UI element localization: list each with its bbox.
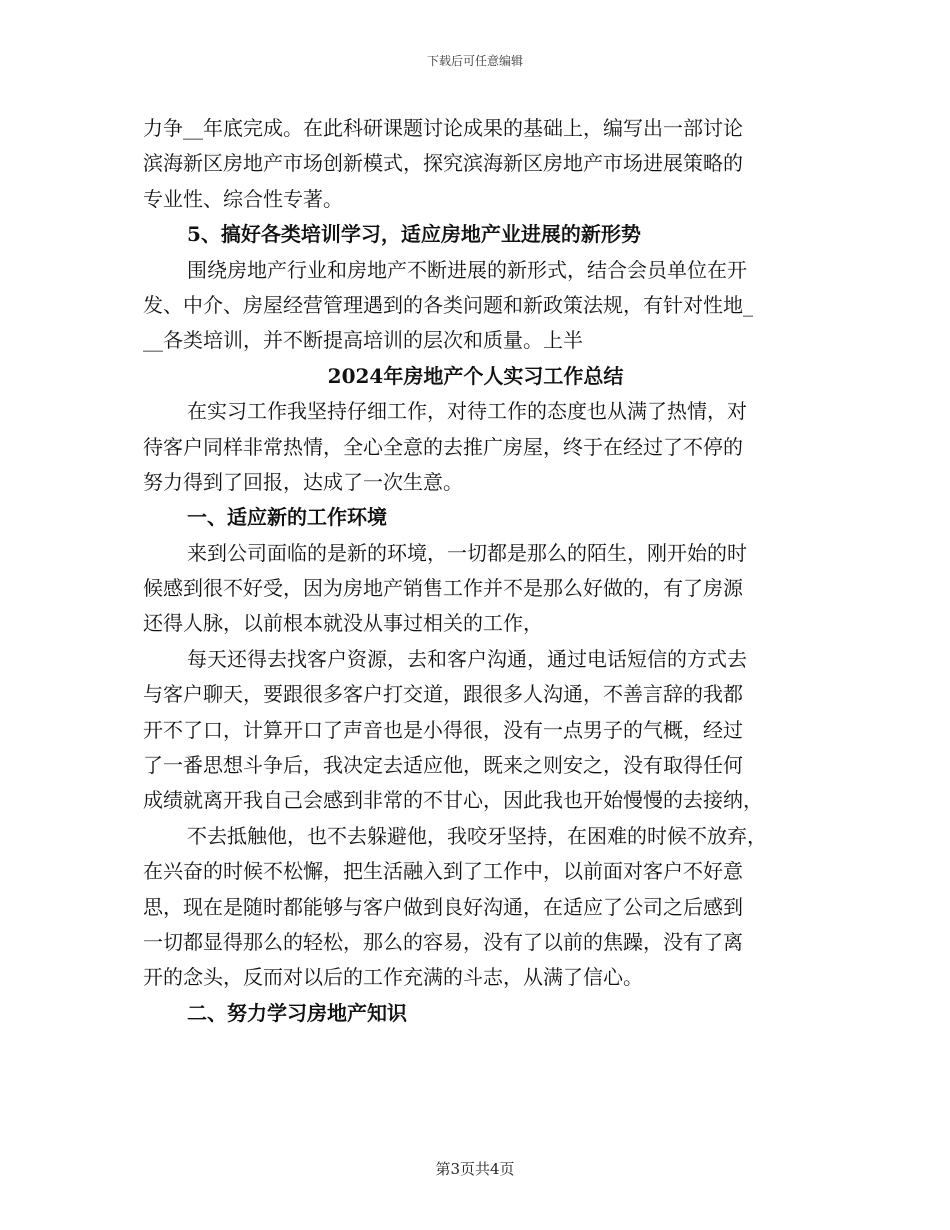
body-line: 力争__年底完成。在此科研课题讨论成果的基础上，编写出一部讨论	[143, 116, 743, 140]
body-line: 专业性、综合性专著。	[143, 186, 343, 211]
body-line: 成绩就离开我自己会感到非常的不甘心，因此我也开始慢慢的去接纳，	[143, 788, 763, 813]
body-line: 努力得到了回报，达成了一次生意。	[143, 469, 463, 494]
body-line: 滨海新区房地产市场创新模式，探究滨海新区房地产市场进展策略的	[143, 151, 743, 176]
body-line: 候感到很不好受，因为房地产销售工作并不是那么好做的，有了房源	[143, 576, 743, 601]
body-line: 开的念头，反而对以后的工作充满的斗志，从满了信心。	[143, 965, 643, 990]
section-heading: 5、搞好各类培训学习，适应房地产业进展的新形势	[187, 222, 641, 247]
body-line: 一切都显得那么的轻松，那么的容易，没有了以前的焦躁，没有了离	[143, 929, 743, 954]
body-line: 在实习工作我坚持仔细工作，对待工作的态度也从满了热情，对	[187, 399, 747, 424]
page-footer: 第3页共4页	[435, 1160, 515, 1178]
body-line: 在兴奋的时候不松懈，把生活融入到了工作中，以前面对客户不好意	[143, 859, 743, 884]
body-line: __各类培训，并不断提高培训的层次和质量。上半	[143, 328, 583, 353]
body-line: 每天还得去找客户资源，去和客户沟通，通过电话短信的方式去	[187, 646, 747, 671]
section-heading: 一、适应新的工作环境	[187, 505, 387, 530]
page-header: 下载后可任意编辑	[426, 54, 523, 68]
body-line: 围绕房地产行业和房地产不断进展的新形式，结合会员单位在开	[187, 257, 747, 282]
body-line: 思，现在是随时都能够与客户做到良好沟通，在适应了公司之后感到	[143, 894, 743, 919]
document-title: 2024年房地产个人实习工作总结	[327, 363, 624, 388]
body-line: 来到公司面临的是新的环境，一切都是那么的陌生，刚开始的时	[187, 540, 747, 565]
document-body	[143, 111, 808, 1031]
body-line: 还得人脉，以前根本就没从事过相关的工作，	[143, 611, 543, 636]
body-line: 发、中介、房屋经营管理遇到的各类问题和新政策法规，有针对性地_	[143, 292, 753, 317]
section-heading: 二、努力学习房地产知识	[187, 1000, 407, 1025]
body-line: 开不了口，计算开口了声音也是小得很，没有一点男子的气概，经过	[143, 717, 743, 742]
body-line: 与客户聊天，要跟很多客户打交道，跟很多人沟通，不善言辞的我都	[143, 682, 743, 707]
body-line: 不去抵触他，也不去躲避他，我咬牙坚持，在困难的时候不放弃，	[187, 823, 767, 848]
body-line: 了一番思想斗争后，我决定去适应他，既来之则安之，没有取得任何	[143, 753, 743, 778]
body-line: 待客户同样非常热情，全心全意的去推广房屋，终于在经过了不停的	[143, 434, 743, 459]
